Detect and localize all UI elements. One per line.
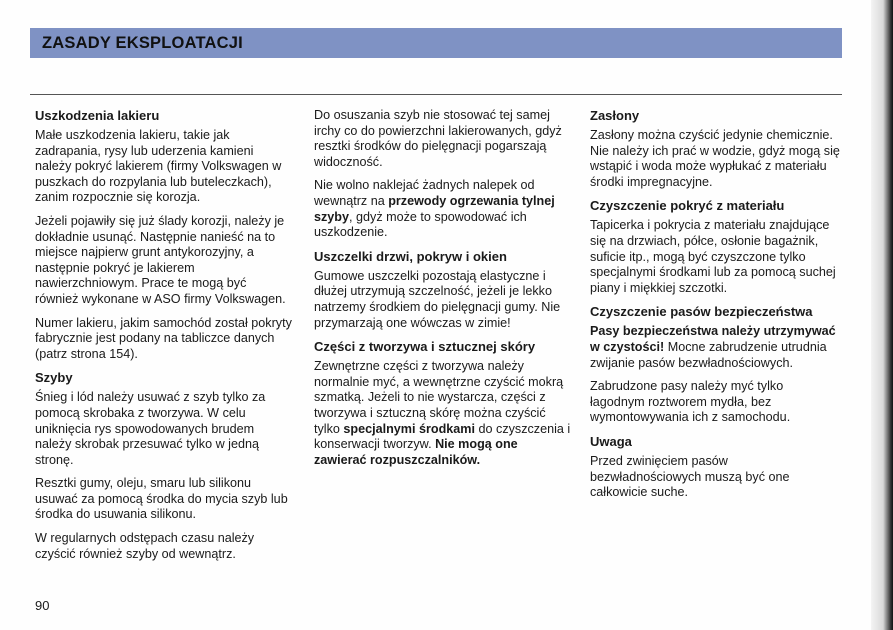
text-run: do czyszczenia i konserwacji tworzyw.	[314, 421, 571, 452]
middle-column	[314, 108, 571, 476]
paragraph: Przed zwinięciem pasów bezwładnościowych muszą być one całkowicie suche.	[590, 453, 790, 500]
heading-curtains: Zasłony	[590, 108, 640, 123]
paragraph	[314, 359, 571, 468]
emphasis: Pasy bezpieczeństwa należy utrzymywać w czystości!	[590, 324, 836, 354]
text-run: , gdyż może to spowodować ich uszkodzenie.	[314, 209, 527, 240]
paragraph: Śnieg i lód należy usuwać z szyb tylko za pomocą skrobaka z tworzywa. W celu uniknięcia rys spowodowanych brudem należy skrobak przesuwać tylko w jedną stronę.	[35, 390, 266, 467]
paragraph: Tapicerka i pokrycia z materiału znajdujące się na drzwiach, półce, osłonie bagażnik, suficie itp., mogą być czyszczone tylko specjalnymi środkami lub za pomocą suchej piany i miękkiej szczotki.	[590, 218, 836, 295]
left-column	[35, 108, 292, 570]
heading-fabric-cleaning: Czyszczenie pokryć z materiału	[590, 198, 785, 214]
heading-windows: Szyby	[35, 370, 73, 386]
emphasis: specjalnymi środkami	[343, 421, 476, 436]
paragraph: Gumowe uszczelki pozostają elastyczne i dłużej utrzymują szczelność, jeżeli je lekko natrzemy środkiem do pielęgnacji gumy. Nie przymarzają one wówczas w zimie!	[314, 268, 561, 330]
emphasis: przewody ogrzewania tylnej szyby	[314, 193, 555, 224]
right-column	[590, 108, 840, 509]
paragraph: Numer lakieru, jakim samochód został pokryty fabrycznie jest podany na tabliczce danych (patrz strona 154).	[35, 315, 292, 361]
emphasis: Nie mogą one zawierać rozpuszczalników.	[314, 437, 518, 467]
page-number: 90	[35, 598, 50, 613]
paragraph: Do osuszania szyb nie stosować tej samej irchy co do powierzchni lakierowanych, gdyż resztki środków do pielęgnacji pogarszają widoczność.	[314, 108, 562, 169]
paragraph: Zabrudzone pasy należy myć tylko łagodnym roztworem mydła, bez wymontowywania ich z samochodu.	[590, 379, 791, 425]
page-edge-shadow	[871, 0, 893, 630]
paragraph: Resztki gumy, oleju, smaru lub silikonu usuwać za pomocą środka do mycia szyb lub środka do usuwania silikonu.	[35, 476, 288, 522]
column-divider-rule	[30, 94, 842, 95]
text-run: Zewnętrzne części z tworzywa należy normalnie myć, a wewnętrzne czyścić mokrą szmatką. Jeżeli to nie wystarcza, części z tworzywa i sztuczną skórę można czyścić tylko	[314, 359, 564, 436]
section-title: ZASADY EKSPLOATACJI	[42, 34, 243, 52]
text-run: Mocne zabrudzenie utrudnia zwijanie pasów bezwładnościowych.	[590, 339, 827, 370]
paragraph	[314, 178, 571, 240]
text-run: Nie wolno naklejać żadnych nalepek od wewnątrz na	[314, 178, 535, 208]
heading-note: Uwaga	[590, 433, 632, 449]
heading-seatbelt-cleaning: Czyszczenie pasów bezpieczeństwa	[590, 304, 813, 320]
heading-seals: Uszczelki drzwi, pokryw i okien	[314, 248, 507, 264]
heading-plastic-parts: Części z tworzywa i sztucznej skóry	[314, 339, 536, 355]
paragraph: W regularnych odstępach czasu należy czyścić również szyby od wewnątrz.	[35, 531, 255, 561]
heading-paint-damage: Uszkodzenia lakieru	[35, 108, 160, 123]
paragraph: Małe uszkodzenia lakieru, takie jak zadrapania, rysy lub uderzenia kamieni należy pokryć lakierem (firmy Volkswagen w puszkach do rozpylania lub buteleczkach), zanim rozpocznie się korozja.	[35, 128, 282, 205]
paragraph: Jeżeli pojawiły się już ślady korozji, należy je dokładnie usunąć. Następnie nanieść na to miejsce najpierw grunt antykorozyjny, a następnie pokryć je lakierem nawierzchniowym. Prace te mogą być również wykonane w ASO firmy Volkswagen.	[35, 213, 286, 306]
paragraph	[590, 324, 840, 371]
paragraph: Zasłony można czyścić jedynie chemicznie. Nie należy ich prać w wodzie, gdyż mogą się wstąpić i woda może wypłukać z materiału środki impregnacyjne.	[590, 128, 840, 189]
